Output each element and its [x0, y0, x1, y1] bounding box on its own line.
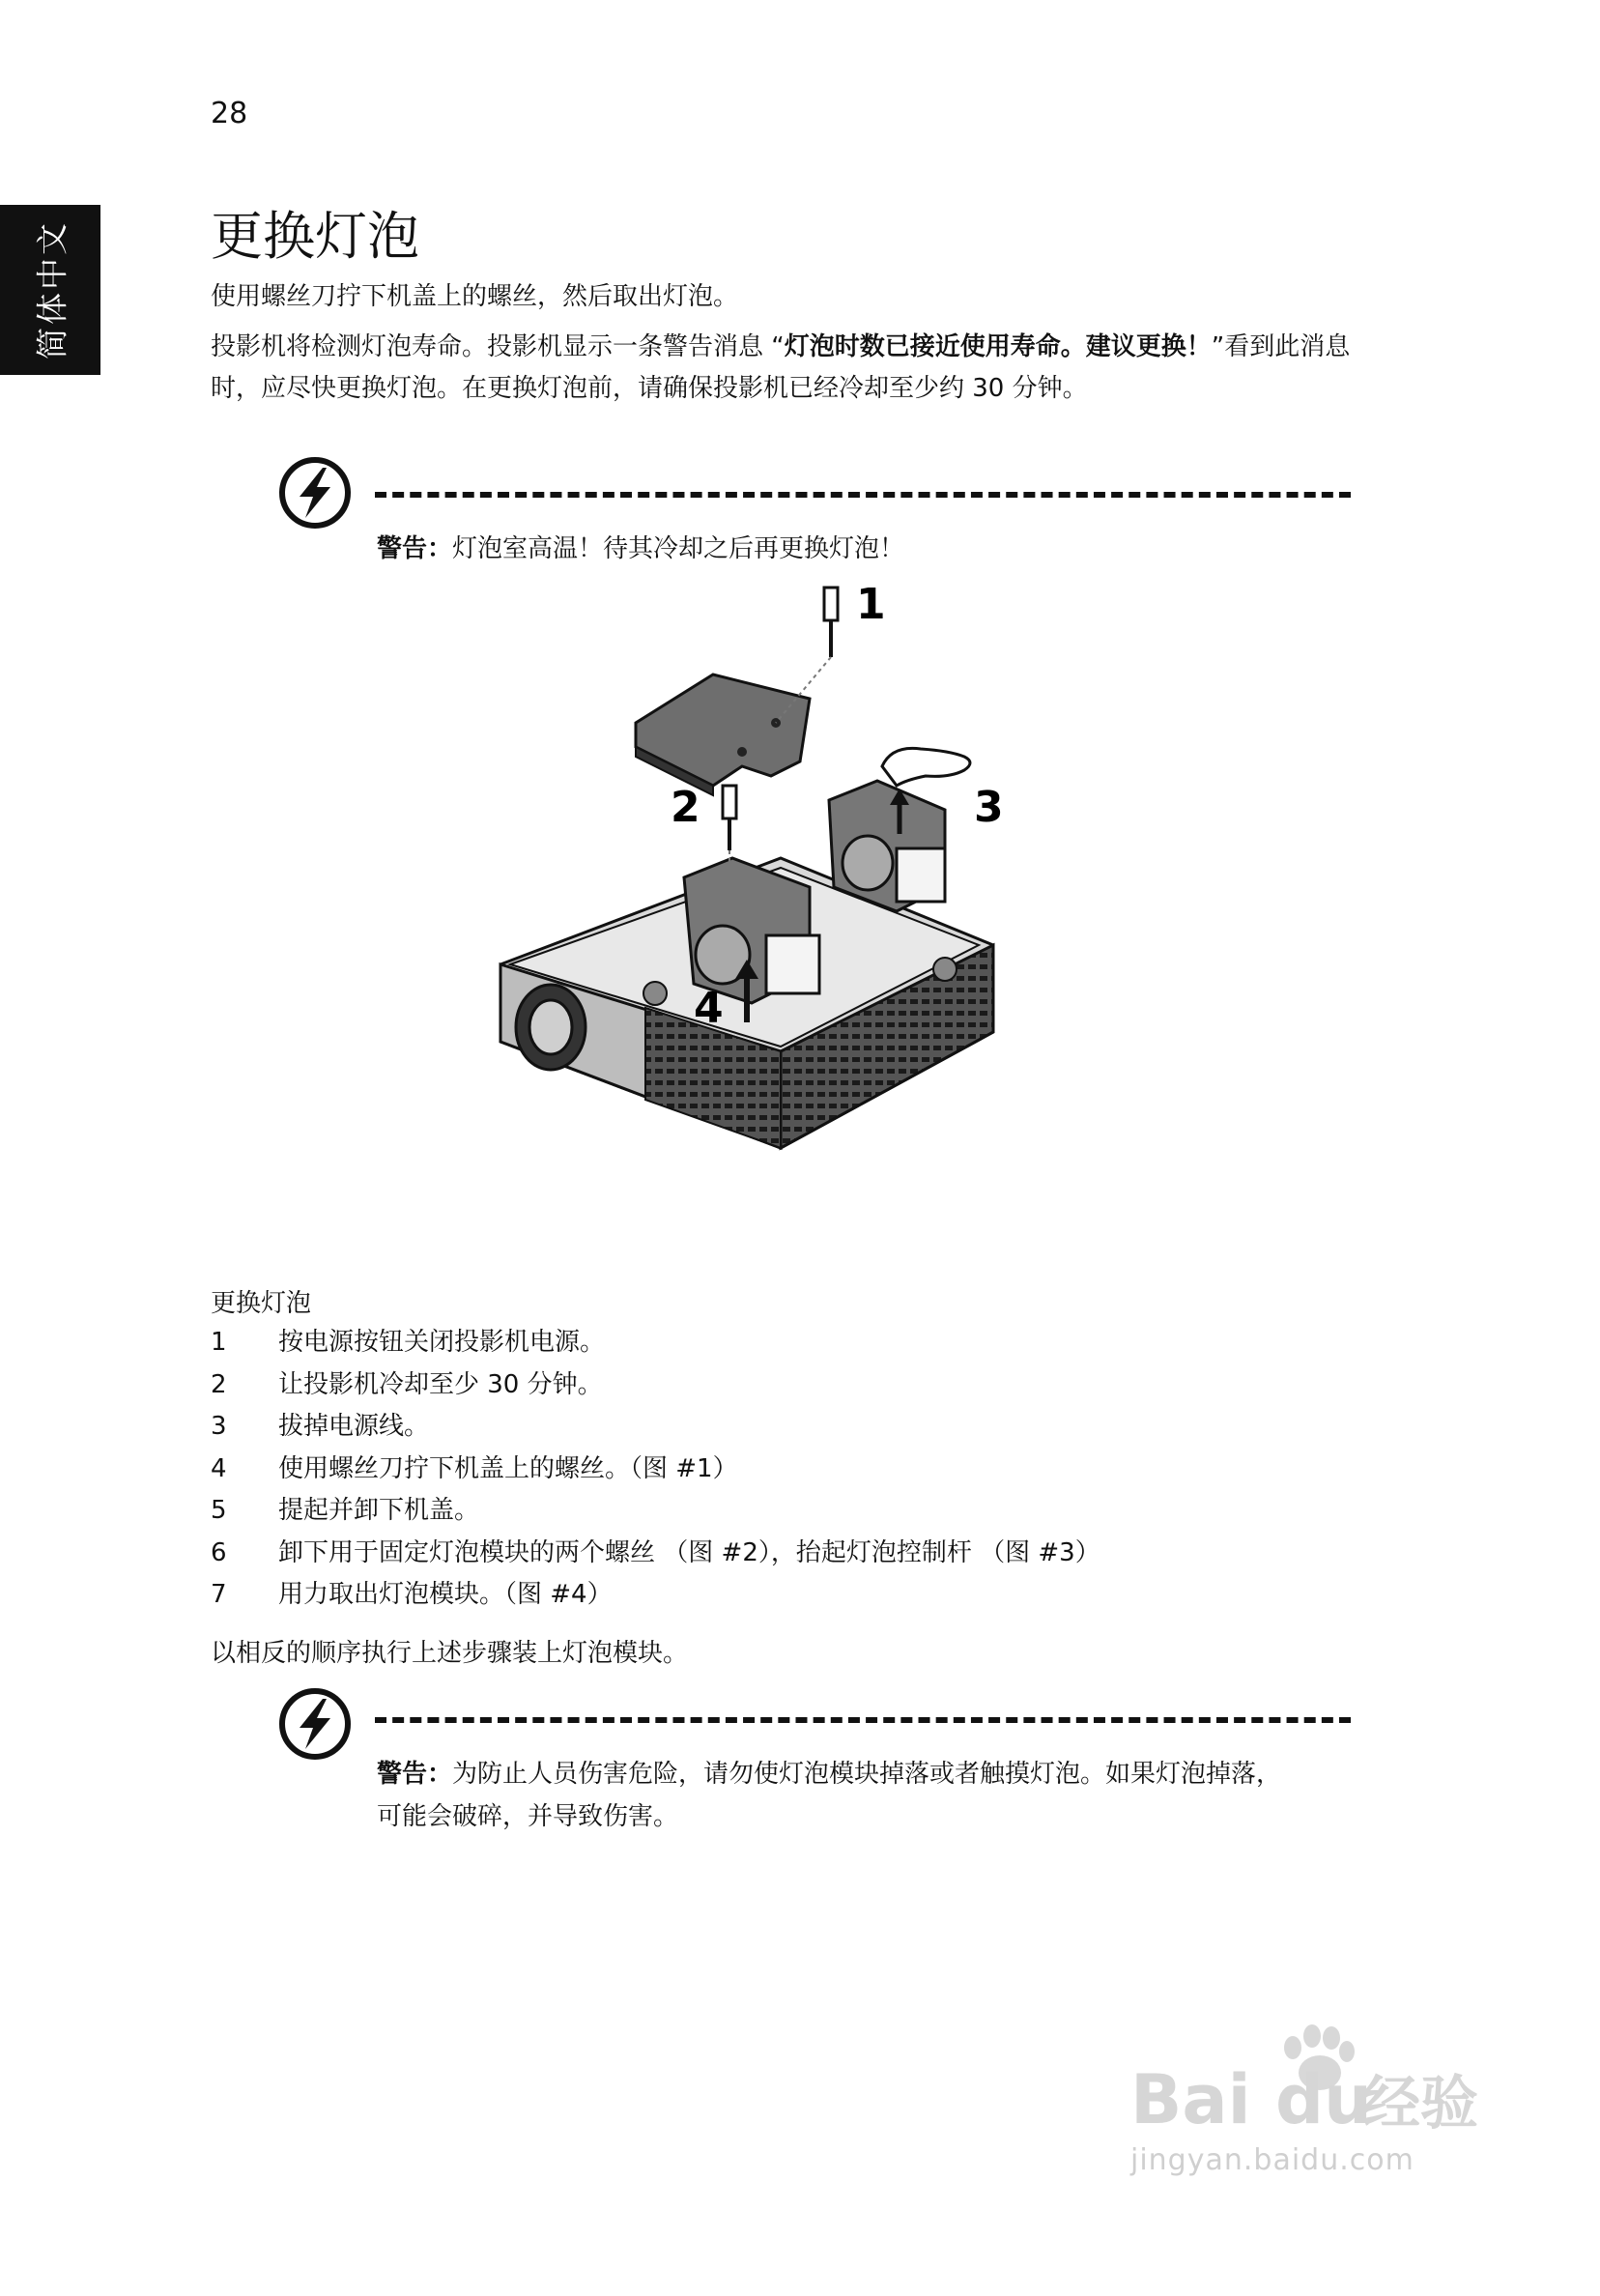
language-tab — [0, 205, 100, 375]
steps-heading: 更换灯泡 — [211, 1289, 312, 1318]
warning-1-label: 警告： — [377, 534, 453, 563]
lightning-warning-icon — [278, 456, 352, 530]
callout-2: 2 — [671, 783, 700, 832]
baidu-watermark-logo — [1130, 2015, 1498, 2140]
watermark-logo-b: du — [1275, 2060, 1372, 2139]
step-number: 2 — [211, 1369, 227, 1399]
step-text: 使用螺丝刀拧下机盖上的螺丝。（图 #1） — [278, 1453, 738, 1483]
lamp-cover — [636, 674, 810, 795]
callout-4: 4 — [694, 984, 724, 1033]
list-item — [211, 1574, 1100, 1617]
list-item — [211, 1449, 1100, 1491]
warning-1 — [377, 528, 1343, 570]
warning-2 — [377, 1753, 1304, 1838]
warning-message: 灯泡时数已接近使用寿命。建议更换！ — [784, 332, 1212, 361]
step-number: 4 — [211, 1453, 227, 1483]
step-text: 用力取出灯泡模块。（图 #4） — [278, 1580, 613, 1609]
page-number: 28 — [211, 97, 248, 130]
step-text: 拔掉电源线。 — [278, 1412, 430, 1441]
step-number: 7 — [211, 1580, 227, 1609]
language-tab-label: 简体中文 — [33, 220, 71, 359]
list-item — [211, 1533, 1100, 1575]
list-item — [211, 1364, 1100, 1407]
step-text: 卸下用于固定灯泡模块的两个螺丝 （图 #2），抬起灯泡控制杆 （图 #3） — [278, 1537, 1100, 1567]
hand-icon — [882, 748, 970, 786]
intro-paragraph: 使用螺丝刀拧下机盖上的螺丝，然后取出灯泡。 — [211, 282, 739, 311]
page-title: 更换灯泡 — [211, 206, 419, 267]
detect-paragraph — [211, 327, 1360, 410]
callout-3: 3 — [974, 783, 1004, 832]
step-number: 6 — [211, 1537, 227, 1567]
steps-list — [211, 1322, 1100, 1617]
step-number: 5 — [211, 1496, 227, 1525]
warning-divider — [375, 1717, 1351, 1723]
step-number: 3 — [211, 1412, 227, 1441]
callout-1: 1 — [856, 580, 886, 629]
watermark-url: jingyan.baidu.com — [1130, 2143, 1414, 2177]
lightning-warning-icon — [278, 1687, 352, 1761]
step-number: 1 — [211, 1328, 227, 1357]
watermark-logo-a: Bai — [1130, 2060, 1251, 2139]
warning-divider — [375, 492, 1351, 498]
step-text: 按电源按钮关闭投影机电源。 — [278, 1328, 606, 1357]
watermark-logo-c: 经验 — [1362, 2070, 1478, 2138]
list-item — [211, 1490, 1100, 1533]
list-item — [211, 1406, 1100, 1449]
step-text: 让投影机冷却至少 30 分钟。 — [278, 1369, 603, 1399]
warning-2-label: 警告： — [377, 1760, 453, 1789]
detect-text-before: 投影机将检测灯泡寿命。投影机显示一条警告消息 “ — [211, 332, 785, 361]
step-text: 提起并卸下机盖。 — [278, 1496, 480, 1525]
lamp-module-removed — [829, 781, 945, 911]
closing-note: 以相反的顺序执行上述步骤装上灯泡模块。 — [211, 1639, 689, 1668]
lamp-replacement-illustration — [491, 568, 1071, 1225]
list-item — [211, 1322, 1100, 1364]
warning-1-text: 灯泡室高温！待其冷却之后再更换灯泡！ — [452, 534, 905, 563]
detect-text-after: ”看到此消息时，应尽快更换灯泡。在更换灯泡前，请确保投影机已经冷却至少约 30 分钟。 — [211, 332, 1351, 403]
warning-2-text: 为防止人员伤害危险，请勿使灯泡模块掉落或者触摸灯泡。如果灯泡掉落，可能会破碎，并导致伤害。 — [377, 1760, 1282, 1831]
